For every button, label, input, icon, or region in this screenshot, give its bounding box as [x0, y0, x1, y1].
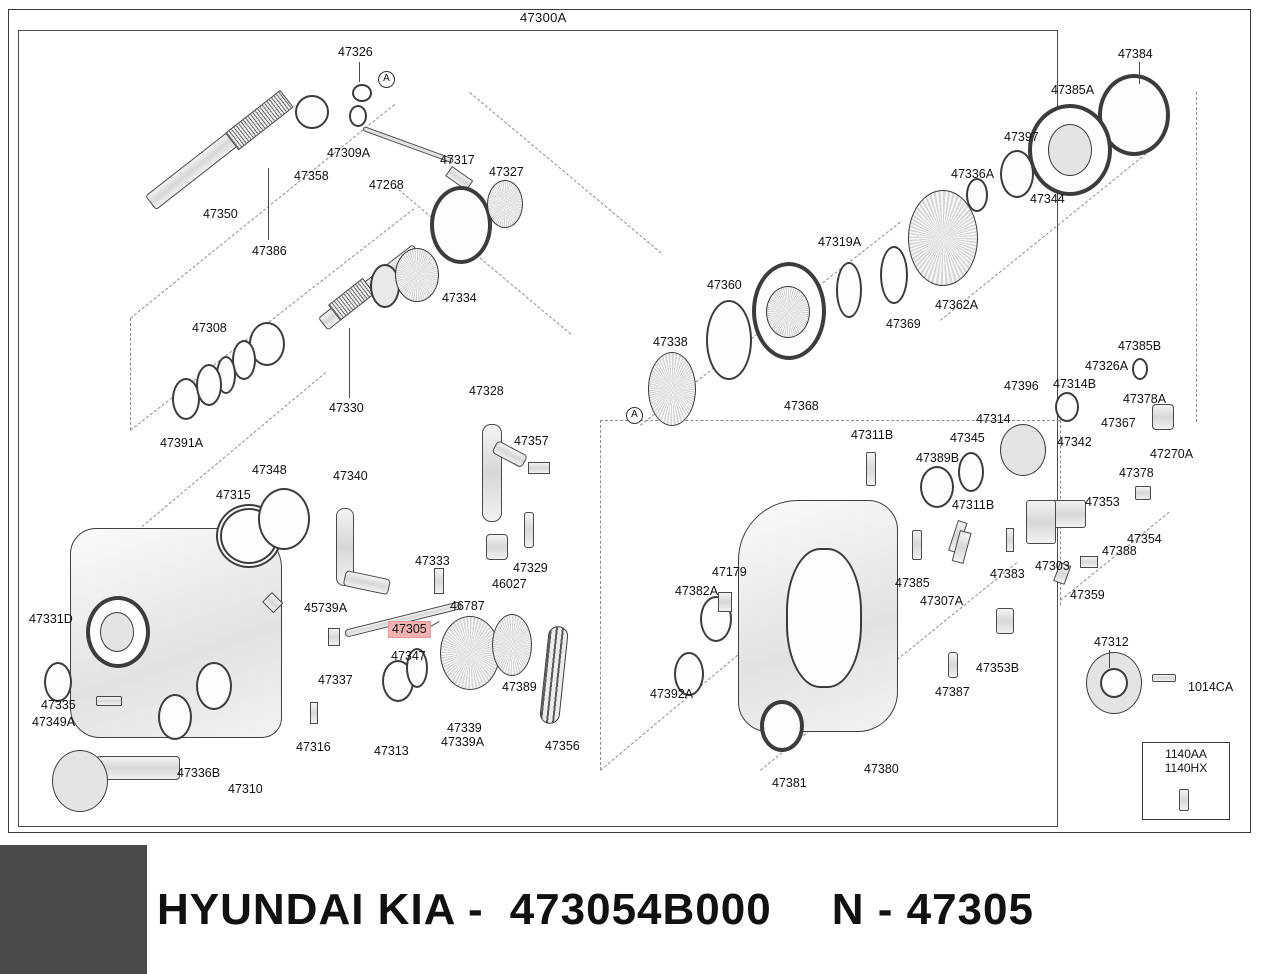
part-label: 47357 [514, 434, 549, 448]
part-label: 47317 [440, 153, 475, 167]
part-label: 47385B [1118, 339, 1162, 353]
part-label: 47314B [1053, 377, 1097, 391]
rear-output-shaft [96, 756, 180, 780]
part-label: 46027 [492, 577, 527, 591]
washer-47369 [880, 246, 908, 304]
part-label: 47387 [935, 685, 970, 699]
part-label: 47350 [203, 207, 238, 221]
part-label: 47359 [1070, 588, 1105, 602]
part-label: 47270A [1150, 447, 1194, 461]
part-label: 47386 [252, 244, 287, 258]
pin-47383 [1006, 528, 1014, 552]
part-label: 47326 [338, 45, 373, 59]
part-label: 47353B [976, 661, 1020, 675]
connector-47354 [1135, 486, 1151, 500]
clutch-hub-47360 [766, 286, 810, 338]
part-label: 47385A [1051, 83, 1095, 97]
part-label: 47313 [374, 744, 409, 758]
part-label: 47360 [707, 278, 742, 292]
bolt-47385-2 [912, 530, 922, 560]
part-label: 47331D [29, 612, 73, 626]
part-label: 47339A [441, 735, 485, 749]
callout-mark-a-top: A [378, 71, 395, 88]
leader-line [359, 62, 360, 82]
part-label: 47344 [1030, 192, 1065, 206]
construction-line [1196, 92, 1197, 422]
seal-47335 [44, 662, 72, 702]
part-label: 47330 [329, 401, 364, 415]
part-label: 47329 [513, 561, 548, 575]
part-label: 47345 [950, 431, 985, 445]
bushing-47345 [958, 452, 984, 492]
part-label: 47312 [1094, 635, 1129, 649]
sensor-47353 [1052, 500, 1086, 528]
bolt-1014ca [1152, 674, 1176, 682]
part-label: 47334 [442, 291, 477, 305]
ring-47348 [258, 488, 310, 550]
note-line-2: 1140HX [1164, 761, 1208, 775]
sensor-47353b [996, 608, 1014, 634]
part-label: 47310 [228, 782, 263, 796]
part-label: 47392A [650, 687, 694, 701]
part-label: 47342 [1057, 435, 1092, 449]
part-label: 47389 [502, 680, 537, 694]
coil-core-47385a [1048, 124, 1092, 176]
gear-47334 [395, 248, 439, 302]
sprocket-47339 [440, 616, 500, 690]
part-label: 47268 [369, 178, 404, 192]
part-label: 47316 [296, 740, 331, 754]
case-bore [786, 548, 862, 688]
part-ref-text: N - 47305 [831, 884, 1034, 934]
footer-content [147, 845, 1261, 974]
leader-line [1109, 650, 1110, 668]
brand-text: HYUNDAI KIA - [157, 884, 484, 934]
part-label: 47385 [895, 576, 930, 590]
part-label: 47347 [391, 649, 426, 663]
bearing-47381 [760, 700, 804, 752]
part-label: 47356 [545, 739, 580, 753]
part-label: 47328 [469, 384, 504, 398]
diagram-title: 47300A [520, 10, 567, 25]
companion-flange [52, 750, 108, 812]
part-label: 47326A [1085, 359, 1129, 373]
part-label: 47336A [951, 167, 995, 181]
part-label: 47378A [1123, 392, 1167, 406]
shift-fork-47328 [482, 424, 502, 522]
part-label: 47396 [1004, 379, 1039, 393]
part-label: 47336B [177, 766, 221, 780]
hub-47314 [1000, 424, 1046, 476]
detent-47337 [328, 628, 340, 646]
part-label: 47333 [415, 554, 450, 568]
ring-47360 [706, 300, 752, 380]
part-label: 47383 [990, 567, 1025, 581]
bolt-1140 [1179, 789, 1189, 811]
bushing-46027 [486, 534, 508, 560]
part-label: 47354 [1127, 532, 1162, 546]
pin-47329 [524, 512, 534, 548]
part-label: 47367 [1101, 416, 1136, 430]
note-box-1140 [1142, 742, 1230, 820]
part-label: 47368 [784, 399, 819, 413]
part-label: 47384 [1118, 47, 1153, 61]
part-label: 47179 [712, 565, 747, 579]
bolt-47311b [866, 452, 876, 486]
part-label: 47388 [1102, 544, 1137, 558]
highlighted-part-label: 47305 [388, 621, 431, 638]
gear-47338 [648, 352, 696, 426]
ring-47314b [1055, 392, 1079, 422]
gear-47327 [487, 180, 523, 228]
part-label: 47327 [489, 165, 524, 179]
part-label: 47340 [333, 469, 368, 483]
part-label: 45739A [304, 601, 348, 615]
part-label: 47358 [294, 169, 329, 183]
spring-47357 [528, 462, 550, 474]
clip-47388 [1080, 556, 1098, 568]
dowel-47378a [1152, 404, 1174, 430]
front-output-flange [100, 612, 134, 652]
part-label: 47382A [675, 584, 719, 598]
part-label: 47380 [864, 762, 899, 776]
part-label: 47389B [916, 451, 960, 465]
armature-47397 [1000, 150, 1034, 198]
part-label: 47311B [952, 498, 995, 512]
part-label: 47339 [447, 721, 482, 735]
shaft-flange [295, 95, 329, 129]
part-label: 47378 [1119, 466, 1154, 480]
part-label: 1014CA [1188, 680, 1234, 694]
part-label: 47369 [886, 317, 921, 331]
part-label: 47307A [920, 594, 964, 608]
snap-ring-47319a [836, 262, 862, 318]
pin-47387 [948, 652, 958, 678]
part-number-text: 473054B000 [509, 884, 772, 934]
part-label: 47397 [1004, 130, 1039, 144]
part-label: 47311B [851, 428, 894, 442]
part-label: 47381 [772, 776, 807, 790]
callout-mark-a-mid: A [626, 407, 643, 424]
part-label: 47308 [192, 321, 227, 335]
construction-line [130, 318, 131, 430]
part-label: 47349A [32, 715, 76, 729]
part-label: 47391A [160, 436, 204, 450]
snap-ring-47309a [349, 105, 367, 127]
footer-bar [0, 845, 1261, 974]
carrier-47334 [430, 186, 492, 264]
part-label: 46787 [450, 599, 485, 613]
motor-hub [1100, 668, 1128, 698]
bearing-47310 [196, 662, 232, 710]
part-label: 47353 [1085, 495, 1120, 509]
seal-47336b [158, 694, 192, 740]
leader-line [1139, 62, 1140, 84]
construction-line [600, 420, 601, 770]
gear-47362a [908, 190, 978, 286]
plug-47349a [96, 696, 122, 706]
part-label: 47338 [653, 335, 688, 349]
part-label: 47309A [327, 146, 371, 160]
part-label: 47335 [41, 698, 76, 712]
part-label: 47319A [818, 235, 862, 249]
leader-line [268, 168, 269, 240]
pin-47316 [310, 702, 318, 724]
part-label: 47337 [318, 673, 353, 687]
seal-47385b [1132, 358, 1148, 380]
leader-line [349, 328, 350, 398]
bearing-47389b [920, 466, 954, 508]
part-label: 47314 [976, 412, 1011, 426]
magnet-47179 [718, 592, 732, 612]
snap-ring-47391a-2 [196, 364, 222, 406]
part-label: 47362A [935, 298, 979, 312]
part-label: 47303 [1035, 559, 1070, 573]
part-label: 47348 [252, 463, 287, 477]
seal-47326 [352, 84, 372, 102]
bracket-47303 [1026, 500, 1056, 544]
pin-46787 [434, 568, 444, 594]
part-label: 47315 [216, 488, 251, 502]
sprocket-47389 [492, 614, 532, 676]
note-line-1: 1140AA [1165, 747, 1207, 761]
